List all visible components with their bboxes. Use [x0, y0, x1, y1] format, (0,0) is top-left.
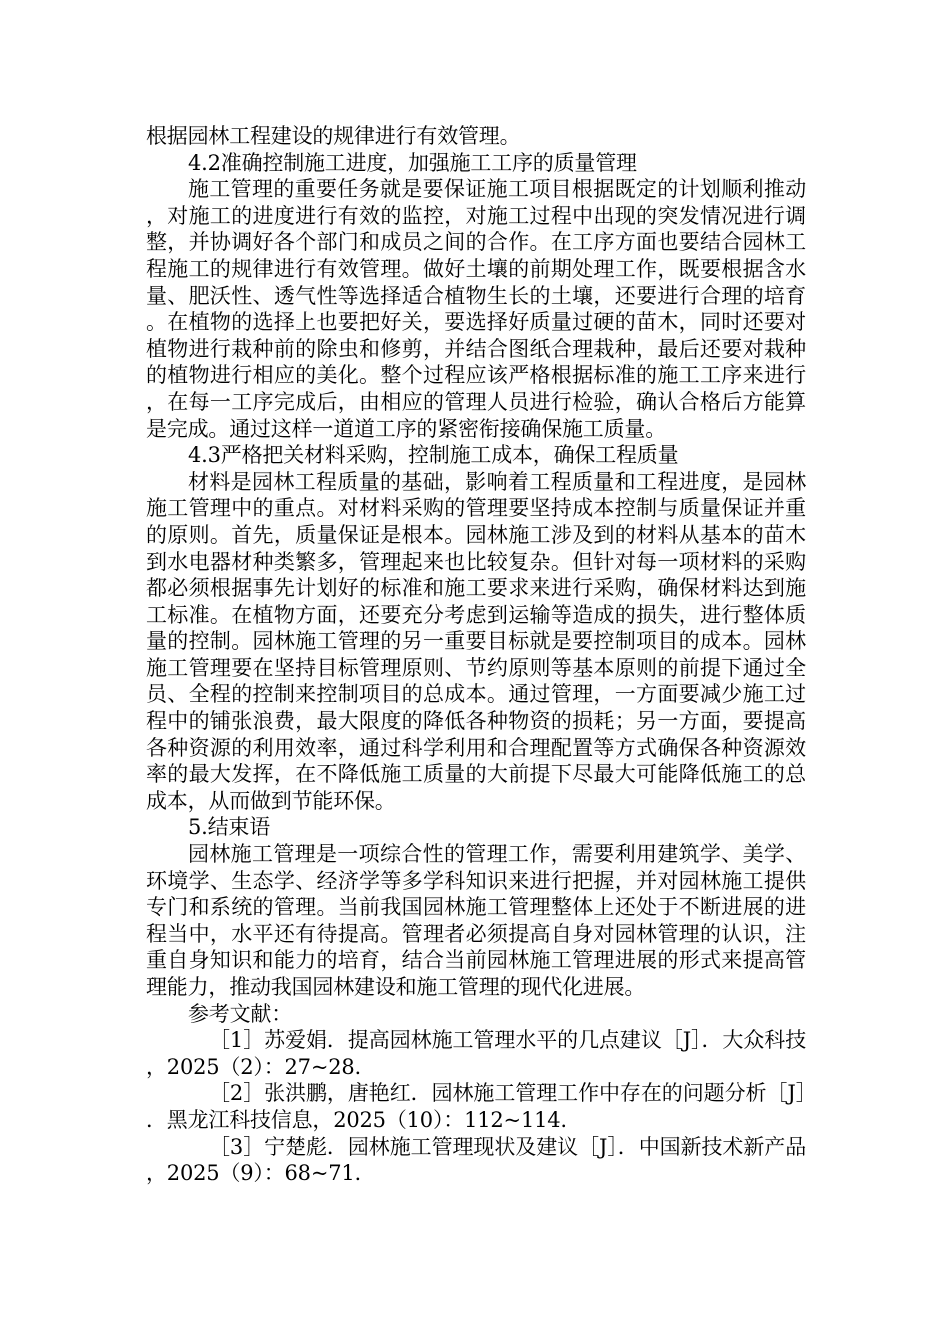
document-page [146, 123, 806, 1187]
section-heading-4-2: 4.2准确控制施工进度，加强施工工序的质量管理 [188, 150, 637, 175]
references-heading: 参考文献： [188, 1001, 292, 1026]
reference-item-1: ［1］苏爱娟．提高园林施工管理水平的几点建议［J］．大众科技，2025（2）：27~28. [146, 1028, 806, 1079]
reference-item-3: ［3］宁楚彪．园林施工管理现状及建议［J］．中国新技术新产品，2025（9）：68~71. [146, 1134, 806, 1186]
body-paragraph-material-procurement: 材料是园林工程质量的基础，影响着工程质量和工程进度，是园林施工管理中的重点。对材料采购的管理要坚持成本控制与质量保证并重的原则。首先，质量保证是根本。园林施工涉及到的材料从基本的苗木到水电器材种类繁多，管理起来也比较复杂。但针对每一项材料的采购都必须根据事先计划好的标准和施工要求来进行采购，确保材料达到施工标准。在植物方面，还要充分考虑到运输等造成的损失，进行整体质量的控制。园林施工管理的另一重要目标就是要控制项目的成本。园林施工管理要在坚持目标管理原则、节约原则等基本原则的前提下通过全员、全程的控制来控制项目的总成本。通过管理，一方面要减少施工过程中的铺张浪费，最大限度的降低各种物资的损耗；另一方面，要提高各种资源的利用效率，通过科学利用和合理配置等方式确保各种资源效率的最大发挥，在不降低施工质量的大前提下尽最大可能降低施工的总成本，从而做到节能环保。 [146, 469, 806, 813]
body-paragraph-construction-progress: 施工管理的重要任务就是要保证施工项目根据既定的计划顺利推动，对施工的进度进行有效的监控，对施工过程中出现的突发情况进行调整，并协调好各个部门和成员之间的合作。在工序方面也要结合园林工程施工的规律进行有效管理。做好土壤的前期处理工作，既要根据含水量、肥沃性、透气性等选择适合植物生长的土壤，还要进行合理的培育。在植物的选择上也要把好关，要选择好质量过硬的苗木，同时还要对植物进行栽种前的除虫和修剪，并结合图纸合理栽种，最后还要对栽种的植物进行相应的美化。整个过程应该严格根据标准的施工工序来进行，在每一工序完成后，由相应的管理人员进行检验，确认合格后方能算是完成。通过这样一道道工序的紧密衔接确保施工质量。 [146, 177, 806, 441]
body-paragraph-continuation: 根据园林工程建设的规律进行有效管理。 [146, 124, 521, 148]
section-heading-4-3: 4.3严格把关材料采购，控制施工成本，确保工程质量 [188, 443, 679, 468]
section-heading-5-conclusion: 5.结束语 [188, 815, 271, 840]
body-paragraph-conclusion: 园林施工管理是一项综合性的管理工作，需要利用建筑学、美学、环境学、生态学、经济学等多学科知识来进行把握，并对园林施工提供专门和系统的管理。当前我国园林施工管理整体上还处于不断进展的进程当中，水平还有待提高。管理者必须提高自身对园林管理的认识，注重自身知识和能力的培育，结合当前园林施工管理进展的形式来提高管理能力，推动我国园林建设和施工管理的现代化进展。 [146, 842, 806, 999]
reference-item-2: ［2］张洪鹏，唐艳红．园林施工管理工作中存在的问题分析［J］．黑龙江科技信息，2025（10）：112~114. [146, 1081, 806, 1132]
